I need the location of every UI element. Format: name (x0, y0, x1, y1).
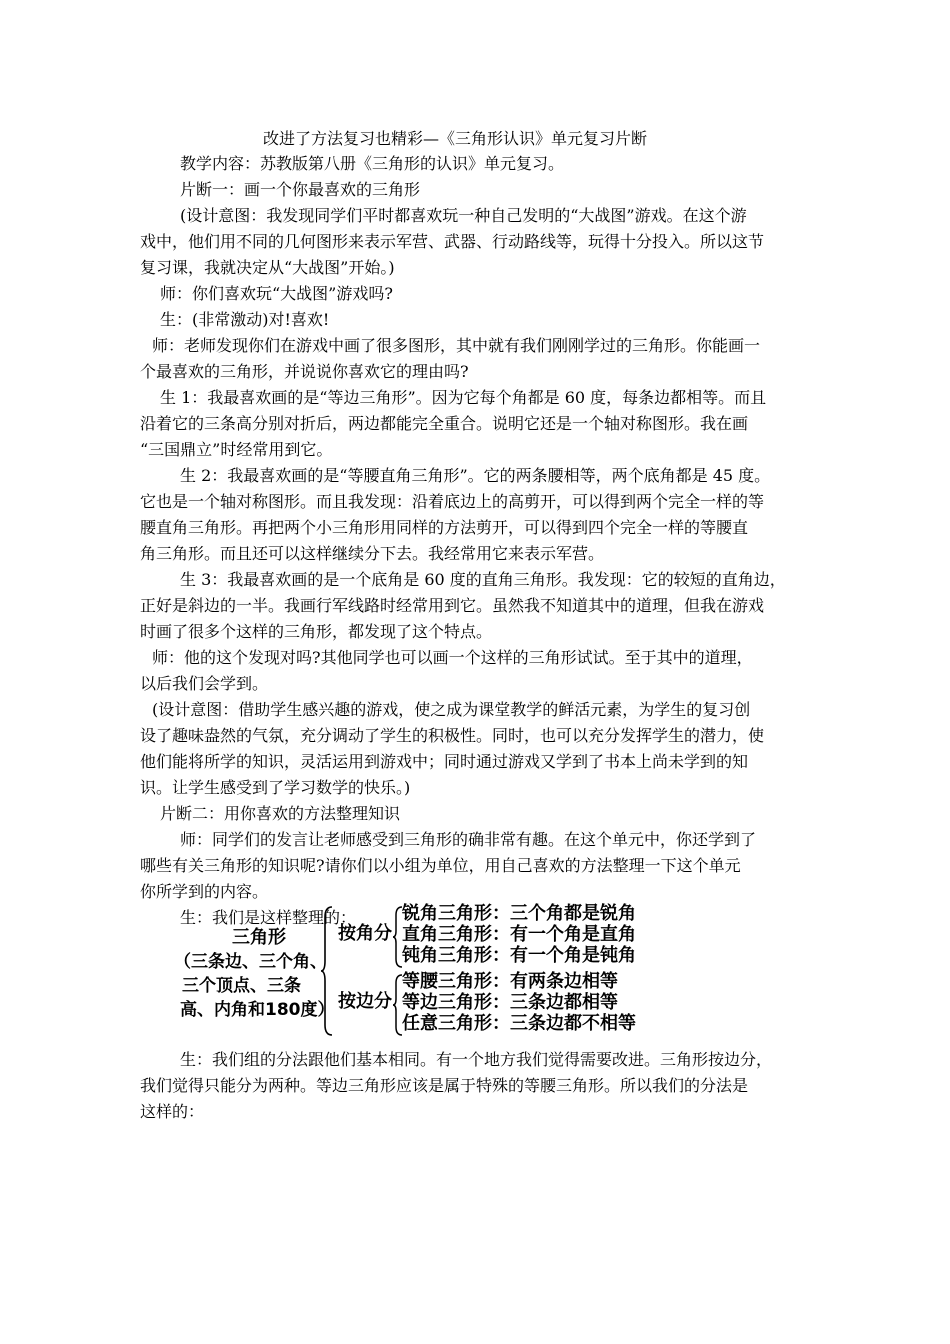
by-side-item: 等腰三角形：有两条边相等 (402, 971, 618, 992)
section-heading: 片断二：用你喜欢的方法整理知识 (160, 804, 401, 823)
paragraph-line: 复习课，我就决定从“大战图”开始。) (140, 258, 395, 277)
by-angle-item: 钝角三角形：有一个角是钝角 (402, 945, 636, 966)
tree-root-title: 三角形 (232, 927, 286, 948)
by-angle-label: 按角分 (338, 923, 392, 944)
paragraph-line: 个最喜欢的三角形，并说说你喜欢它的理由吗? (140, 362, 469, 381)
paragraph-line: 生：我们组的分法跟他们基本相同。有一个地方我们觉得需要改进。三角形按边分， (180, 1050, 773, 1069)
paragraph-line: 腰直角三角形。再把两个小三角形用同样的方法剪开，可以得到四个完全一样的等腰直 (140, 518, 749, 537)
doc-title: 改进了方法复习也精彩—《三角形认识》单元复习片断 (263, 129, 648, 148)
paragraph-line: 教学内容：苏教版第八册《三角形的认识》单元复习。 (180, 154, 565, 173)
paragraph-line: 哪些有关三角形的知识呢?请你们以小组为单位，用自己喜欢的方法整理一下这个单元 (140, 856, 741, 875)
paragraph-line: 生：(非常激动)对!喜欢! (160, 310, 330, 329)
paragraph-line: 生 3：我最喜欢画的是一个底角是 60 度的直角三角形。我发现：它的较短的直角边， (180, 570, 786, 589)
paragraph-line: 正好是斜边的一半。我画行军线路时经常用到它。虽然我不知道其中的道理，但我在游戏 (140, 596, 765, 615)
triangle-classification-tree (172, 899, 642, 1039)
tree-root-desc: 高、内角和180度） (180, 1000, 335, 1020)
paragraph-line: 它也是一个轴对称图形。而且我发现：沿着底边上的高剪开，可以得到两个完全一样的等 (140, 492, 765, 511)
section-heading: 片断一：画一个你最喜欢的三角形 (180, 180, 421, 199)
paragraph-line: (设计意图：我发现同学们平时都喜欢玩一种自己发明的“大战图”游戏。在这个游 (180, 206, 747, 225)
paragraph-line: “三国鼎立”时经常用到它。 (140, 440, 333, 459)
paragraph-line: 他们能将所学的知识，灵活运用到游戏中；同时通过游戏又学到了书本上尚未学到的知 (140, 752, 749, 771)
paragraph-line: 师：他的这个发现对吗?其他同学也可以画一个这样的三角形试试。至于其中的道理， (152, 648, 753, 667)
paragraph-line: 识。让学生感受到了学习数学的快乐。) (140, 778, 411, 797)
paragraph-line: 师：你们喜欢玩“大战图”游戏吗? (160, 284, 393, 303)
paragraph-line: 时画了很多个这样的三角形，都发现了这个特点。 (140, 622, 493, 641)
paragraph-line: 生：我们是这样整理的： (180, 908, 357, 927)
by-side-item: 等边三角形：三条边都相等 (402, 992, 618, 1013)
paragraph-line: 设了趣味盎然的气氛，充分调动了学生的积极性。同时，也可以充分发挥学生的潜力，使 (140, 726, 765, 745)
paragraph-line: (设计意图：借助学生感兴趣的游戏，使之成为课堂教学的鲜活元素，为学生的复习创 (152, 700, 751, 719)
by-side-item: 任意三角形：三条边都不相等 (402, 1013, 636, 1034)
paragraph-line: 师：同学们的发言让老师感受到三角形的确非常有趣。在这个单元中，你还学到了 (180, 830, 757, 849)
by-angle-item: 直角三角形：有一个角是直角 (402, 924, 636, 945)
paragraph-line: 你所学到的内容。 (140, 882, 269, 901)
paragraph-line: 我们觉得只能分为两种。等边三角形应该是属于特殊的等腰三角形。所以我们的分法是 (140, 1076, 749, 1095)
paragraph-line: 角三角形。而且还可以这样继续分下去。我经常用它来表示军营。 (140, 544, 605, 563)
tree-root-desc: 三个顶点、三条 (182, 976, 301, 996)
outer-brace-icon (320, 905, 334, 1037)
tree-root-desc: （三条边、三个角、 (174, 952, 327, 972)
paragraph-line: 以后我们会学到。 (140, 674, 269, 693)
by-side-label: 按边分 (338, 991, 392, 1012)
paragraph-line: 沿着它的三条高分别对折后，两边都能完全重合。说明它还是一个轴对称图形。我在画 (140, 414, 749, 433)
paragraph-line: 师：老师发现你们在游戏中画了很多图形，其中就有我们刚刚学过的三角形。你能画一 (152, 336, 761, 355)
paragraph-line: 生 1：我最喜欢画的是“等边三角形”。因为它每个角都是 60 度，每条边都相等。而且 (160, 388, 767, 407)
paragraph-line: 这样的： (140, 1102, 205, 1121)
paragraph-line: 戏中，他们用不同的几何图形来表示军营、武器、行动路线等，玩得十分投入。所以这节 (140, 232, 765, 251)
by-angle-item: 锐角三角形：三个角都是锐角 (402, 903, 636, 924)
paragraph-line: 生 2：我最喜欢画的是“等腰直角三角形”。它的两条腰相等，两个底角都是 45 度。 (180, 466, 771, 485)
